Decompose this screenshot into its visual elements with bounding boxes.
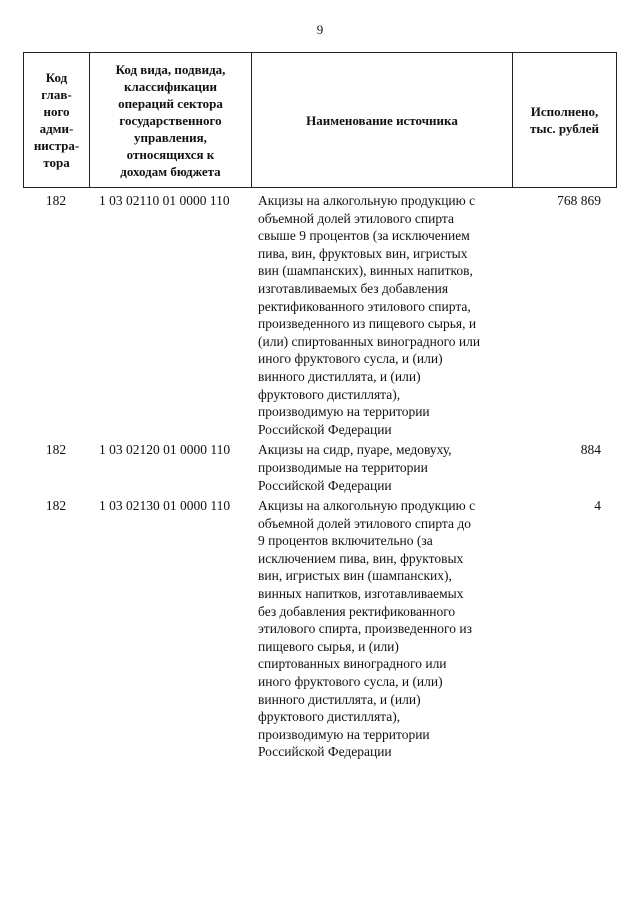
admin-code-cell: 182 [45,193,67,208]
table-row [23,497,617,761]
page-number: 9 [316,22,324,37]
header-classification-code: Код вида, подвида, классификации операций сектора государственного управления, относящихся к доходам бюджета [90,53,252,187]
table-body [23,192,617,761]
source-name-cell: Акцизы на сидр, пуаре, медовуху, производимые на территории Российской Федерации [258,442,452,493]
admin-code-cell: 182 [45,442,67,458]
classification-code-cell: 1 03 02120 01 0000 110 [99,442,231,458]
header-admin-code: Код глав- ного адми- нистра- тора [24,53,90,187]
classification-code-cell: 1 03 02110 01 0000 110 [99,193,230,208]
table-row [23,192,617,438]
amount-cell: 4 [594,498,601,514]
classification-code-cell: 1 03 02130 01 0000 110 [99,498,231,514]
header-amount: Исполнено, тыс. рублей [530,104,599,136]
source-name-cell: Акцизы на алкогольную продукцию с объемной долей этилового спирта свыше 9 процентов (за исключением пива, вин, фруктовых вин, игристых вин (шампанских), винных напитков, изготавливаемых без добавления ректификованного этилового спирта, произведенного из пищевого сырья, и (или) спиртованных виноградного или иного фруктового сусла, и (или) винного дистиллята, и (или) фруктового дистиллята), производимую на территории Российской Федерации [258,193,481,437]
header-source-name: Наименование источника [252,53,513,187]
table-row [23,441,617,494]
admin-code-cell: 182 [45,498,67,514]
amount-cell: 884 [580,442,601,458]
amount-cell: 768 869 [557,193,601,208]
table-header [23,52,617,188]
source-name-cell: Акцизы на алкогольную продукцию с объемной долей этилового спирта до 9 процентов включительно (за исключением пива, вин, фруктовых вин, игристых вин (шампанских), винных напитков, изготавливаемых без добавления ректификованного этилового спирта, произведенного из пищевого сырья, и (или) спиртованных виноградного или иного фруктового сусла, и (или) винного дистиллята, и (или) фруктового дистиллята), производимую на территории Российской Федерации [258,498,476,760]
